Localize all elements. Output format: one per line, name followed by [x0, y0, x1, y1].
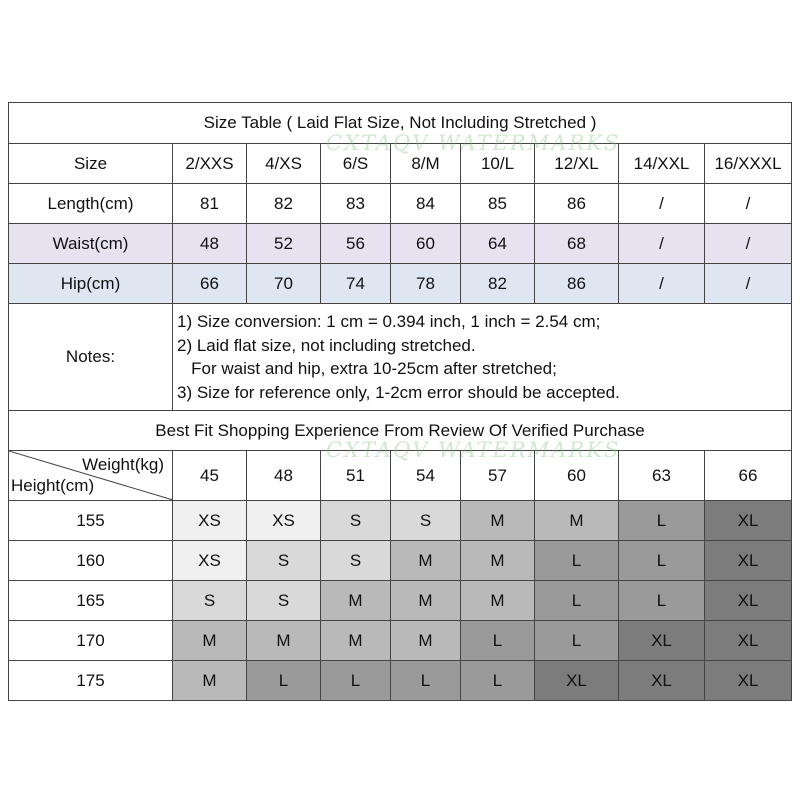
fit-size-cell: XL — [705, 661, 792, 701]
notes-text — [173, 304, 792, 411]
measurement-value: / — [619, 224, 705, 264]
fit-size-cell: XL — [705, 501, 792, 541]
height-value: 160 — [9, 541, 173, 581]
weight-header-7: 66 — [705, 451, 792, 501]
fit-size-cell: M — [391, 581, 461, 621]
size-header-5: 12/XL — [535, 144, 619, 184]
measurement-value: 81 — [173, 184, 247, 224]
height-label: Height(cm) — [11, 476, 95, 495]
fit-row — [9, 661, 792, 701]
measurement-value: 48 — [173, 224, 247, 264]
size-header-2: 6/S — [321, 144, 391, 184]
size-header-4: 10/L — [461, 144, 535, 184]
fit-size-cell: L — [619, 581, 705, 621]
fit-size-cell: M — [247, 621, 321, 661]
fit-size-cell: XL — [535, 661, 619, 701]
fit-size-cell: L — [461, 621, 535, 661]
fit-size-cell: L — [247, 661, 321, 701]
measurement-label: Length(cm) — [9, 184, 173, 224]
weight-height-corner — [9, 451, 173, 501]
weight-header-0: 45 — [173, 451, 247, 501]
note-line: For waist and hip, extra 10-25cm after stretched; — [177, 359, 557, 378]
size-header-0: 2/XXS — [173, 144, 247, 184]
fit-size-cell: L — [535, 541, 619, 581]
fit-size-cell: M — [535, 501, 619, 541]
measurement-value: / — [705, 184, 792, 224]
fit-size-cell: S — [247, 581, 321, 621]
size-header-1: 4/XS — [247, 144, 321, 184]
note-line: 1) Size conversion: 1 cm = 0.394 inch, 1 inch = 2.54 cm; — [177, 312, 601, 331]
measurement-value: 52 — [247, 224, 321, 264]
fit-size-cell: L — [535, 621, 619, 661]
note-line: 3) Size for reference only, 1-2cm error should be accepted. — [177, 382, 620, 402]
fit-size-cell: L — [619, 541, 705, 581]
fit-size-cell: S — [391, 501, 461, 541]
measurement-value: / — [705, 224, 792, 264]
fit-size-cell: M — [461, 581, 535, 621]
fit-size-cell: XL — [619, 621, 705, 661]
fit-size-cell: XL — [619, 661, 705, 701]
weight-header-2: 51 — [321, 451, 391, 501]
measurement-row — [9, 184, 792, 224]
height-value: 165 — [9, 581, 173, 621]
measurement-value: 60 — [391, 224, 461, 264]
fit-size-cell: S — [321, 541, 391, 581]
measurement-value: / — [705, 264, 792, 304]
fit-size-cell: L — [619, 501, 705, 541]
measurement-value: 85 — [461, 184, 535, 224]
measurement-value: 86 — [535, 184, 619, 224]
measurement-value: 86 — [535, 264, 619, 304]
measurement-value: 78 — [391, 264, 461, 304]
fit-size-cell: XL — [705, 541, 792, 581]
measurement-value: 83 — [321, 184, 391, 224]
fit-size-cell: M — [321, 581, 391, 621]
height-value: 170 — [9, 621, 173, 661]
size-header-label: Size — [9, 144, 173, 184]
fit-size-cell: L — [321, 661, 391, 701]
fit-size-cell: XS — [247, 501, 321, 541]
fit-row — [9, 621, 792, 661]
measurement-row — [9, 264, 792, 304]
measurement-value: 66 — [173, 264, 247, 304]
fit-row — [9, 501, 792, 541]
fit-size-cell: L — [535, 581, 619, 621]
measurement-label: Waist(cm) — [9, 224, 173, 264]
weight-header-1: 48 — [247, 451, 321, 501]
fit-size-cell: XS — [173, 501, 247, 541]
weight-label: Weight(kg) — [82, 455, 164, 474]
size-header-6: 14/XXL — [619, 144, 705, 184]
fit-size-cell: M — [461, 541, 535, 581]
measurement-value: / — [619, 264, 705, 304]
measurement-value: 82 — [247, 184, 321, 224]
note-line: 2) Laid flat size, not including stretched. — [177, 335, 476, 355]
fit-row — [9, 581, 792, 621]
measurement-value: 56 — [321, 224, 391, 264]
measurement-value: 70 — [247, 264, 321, 304]
fit-size-cell: M — [391, 541, 461, 581]
fit-size-cell: M — [173, 621, 247, 661]
fit-size-cell: S — [247, 541, 321, 581]
notes-label: Notes: — [9, 304, 173, 411]
fit-size-cell: M — [391, 621, 461, 661]
size-table-title: Size Table ( Laid Flat Size, Not Including Stretched ) — [9, 103, 792, 144]
weight-header-3: 54 — [391, 451, 461, 501]
fit-size-cell: XS — [173, 541, 247, 581]
height-value: 175 — [9, 661, 173, 701]
fit-size-cell: S — [321, 501, 391, 541]
fit-table-title: Best Fit Shopping Experience From Review Of Verified Purchase — [9, 411, 792, 451]
fit-row — [9, 541, 792, 581]
weight-header-6: 63 — [619, 451, 705, 501]
fit-size-cell: L — [461, 661, 535, 701]
measurement-value: 68 — [535, 224, 619, 264]
size-chart — [8, 102, 792, 701]
measurement-value: 84 — [391, 184, 461, 224]
fit-size-cell: XL — [705, 621, 792, 661]
fit-size-cell: M — [321, 621, 391, 661]
measurement-value: 64 — [461, 224, 535, 264]
fit-size-cell: M — [173, 661, 247, 701]
fit-size-cell: XL — [705, 581, 792, 621]
weight-header-5: 60 — [535, 451, 619, 501]
watermark-top: CXTAQV WATERMARKS — [326, 131, 621, 155]
measurement-value: / — [619, 184, 705, 224]
measurement-row — [9, 224, 792, 264]
measurement-value: 82 — [461, 264, 535, 304]
measurement-value: 74 — [321, 264, 391, 304]
fit-size-cell: S — [173, 581, 247, 621]
fit-size-cell: M — [461, 501, 535, 541]
size-header-7: 16/XXXL — [705, 144, 792, 184]
fit-size-cell: L — [391, 661, 461, 701]
measurement-label: Hip(cm) — [9, 264, 173, 304]
weight-header-4: 57 — [461, 451, 535, 501]
size-header-3: 8/M — [391, 144, 461, 184]
height-value: 155 — [9, 501, 173, 541]
watermark-bottom: CXTAQV WATERMARKS — [326, 438, 621, 462]
